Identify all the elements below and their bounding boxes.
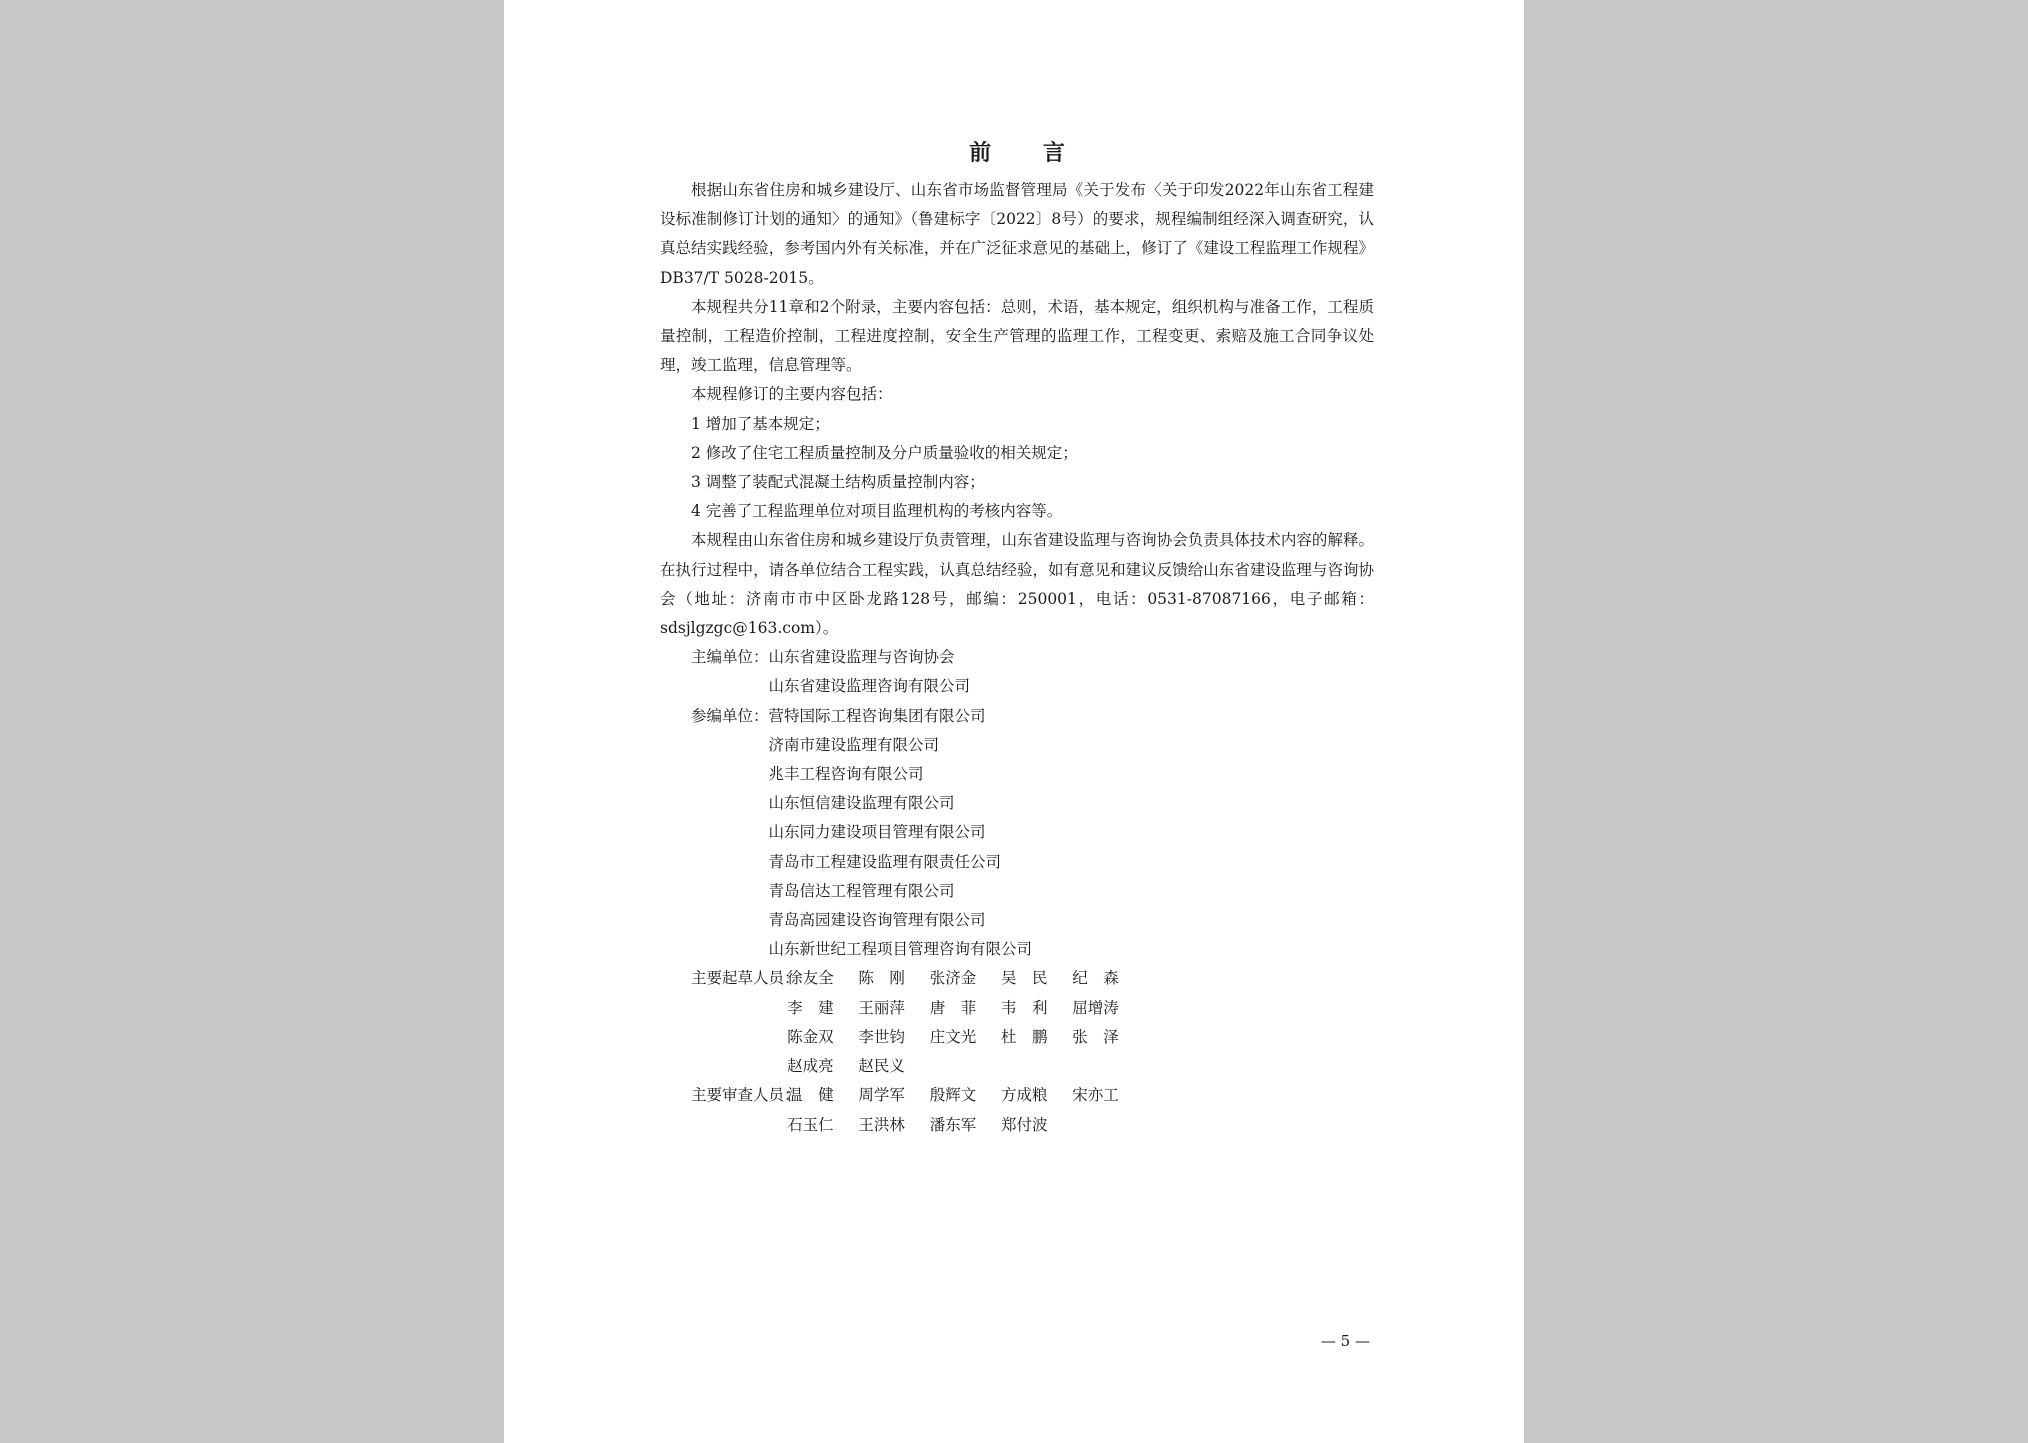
paragraph-revision-intro: 本规程修订的主要内容包括： [691, 385, 893, 404]
person-name: 李世钧 [858, 1027, 905, 1046]
revision-item: 1 增加了基本规定； [691, 414, 830, 433]
drafters-label: 主要起草人员： [691, 969, 800, 988]
person-name: 李 建 [787, 998, 834, 1017]
drafters-names [787, 964, 1143, 1081]
reviewers-label: 主要审查人员： [691, 1086, 800, 1105]
unit-name: 青岛高园建设咨询管理有限公司 [768, 911, 986, 930]
person-name: 纪 森 [1072, 969, 1119, 988]
person-name: 郑付波 [1000, 1115, 1048, 1134]
unit-name: 青岛信达工程管理有限公司 [768, 881, 955, 900]
person-name: 周学军 [858, 1086, 905, 1105]
person-name: 宋亦工 [1072, 1086, 1119, 1105]
person-name: 屈增涛 [1072, 998, 1119, 1017]
chief-units-list [769, 643, 971, 701]
document-page [504, 0, 1524, 1443]
paragraph-contents: 本规程共分11章和2个附录，主要内容包括：总则，术语，基本规定，组织机构与准备工作，工程质量控制，工程造价控制，工程进度控制，安全生产管理的监理工作，工程变更、索赔及施工合同争议处理，竣工监理，信息管理等。 [660, 297, 1374, 375]
preface-body [660, 176, 1374, 1140]
page-number: — 5 — [1320, 1332, 1370, 1350]
unit-name: 山东省建设监理与咨询协会 [768, 648, 955, 667]
person-name: 石玉仁 [787, 1115, 834, 1134]
participating-units-list [769, 702, 1033, 965]
reviewers-names [787, 1081, 1143, 1139]
paragraph-management: 本规程由山东省住房和城乡建设厅负责管理，山东省建设监理与咨询协会负责具体技术内容的解释。在执行过程中，请各单位结合工程实践，认真总结经验，如有意见和建议反馈给山东省建设监理与咨询协会（地址：济南市市中区卧龙路128号，邮编：250001，电话：0531-87087166，电子邮箱：sdsjlgzgc@163.com）。 [660, 531, 1374, 638]
participating-units-label: 参编单位： [691, 706, 769, 725]
unit-name: 青岛市工程建设监理有限责任公司 [768, 852, 1002, 871]
unit-name: 山东同力建设项目管理有限公司 [768, 823, 986, 842]
person-name: 温 健 [787, 1086, 834, 1105]
person-name: 庄文光 [929, 1027, 977, 1046]
unit-name: 山东新世纪工程项目管理咨询有限公司 [768, 940, 1033, 959]
revision-item: 3 调整了装配式混凝土结构质量控制内容； [691, 473, 985, 492]
unit-name: 山东省建设监理咨询有限公司 [768, 677, 971, 696]
person-name: 张 泽 [1072, 1027, 1119, 1046]
person-name: 韦 利 [1000, 998, 1048, 1017]
drafters-section [660, 964, 1374, 1081]
unit-name: 济南市建设监理有限公司 [768, 735, 940, 754]
chief-units-label: 主编单位： [691, 648, 769, 667]
participating-units-section [660, 702, 1374, 965]
revision-item: 4 完善了工程监理单位对项目监理机构的考核内容等。 [691, 502, 1063, 521]
person-name: 徐友全 [787, 969, 834, 988]
person-name: 殷辉文 [929, 1086, 977, 1105]
person-name: 吴 民 [1000, 969, 1048, 988]
page-title: 前 言 [969, 141, 1087, 166]
person-name: 陈金双 [787, 1027, 834, 1046]
unit-name: 营特国际工程咨询集团有限公司 [768, 706, 986, 725]
person-name: 王丽萍 [858, 998, 905, 1017]
reviewers-section [660, 1081, 1374, 1139]
person-name: 张济金 [929, 969, 977, 988]
person-name: 方成粮 [1000, 1086, 1048, 1105]
revision-item: 2 修改了住宅工程质量控制及分户质量验收的相关规定； [691, 443, 1078, 462]
person-name: 赵民义 [858, 1057, 905, 1076]
paragraph-basis: 根据山东省住房和城乡建设厅、山东省市场监督管理局《关于发布〈关于印发2022年山东省工程建设标准制修订计划的通知〉的通知》（鲁建标字〔2022〕8号）的要求，规程编制组经深入调查研究，认真总结实践经验，参考国内外有关标准，并在广泛征求意见的基础上，修订了《建设工程监理工作规程》DB37/T 5028-2015。 [660, 181, 1374, 287]
person-name: 潘东军 [929, 1115, 977, 1134]
person-name: 王洪林 [858, 1115, 905, 1134]
unit-name: 兆丰工程咨询有限公司 [768, 765, 924, 784]
person-name: 杜 鹏 [1000, 1027, 1048, 1046]
person-name: 唐 菲 [929, 998, 977, 1017]
person-name: 赵成亮 [787, 1057, 834, 1076]
unit-name: 山东恒信建设监理有限公司 [768, 794, 955, 813]
chief-units-section [660, 643, 1374, 701]
person-name: 陈 刚 [858, 969, 905, 988]
